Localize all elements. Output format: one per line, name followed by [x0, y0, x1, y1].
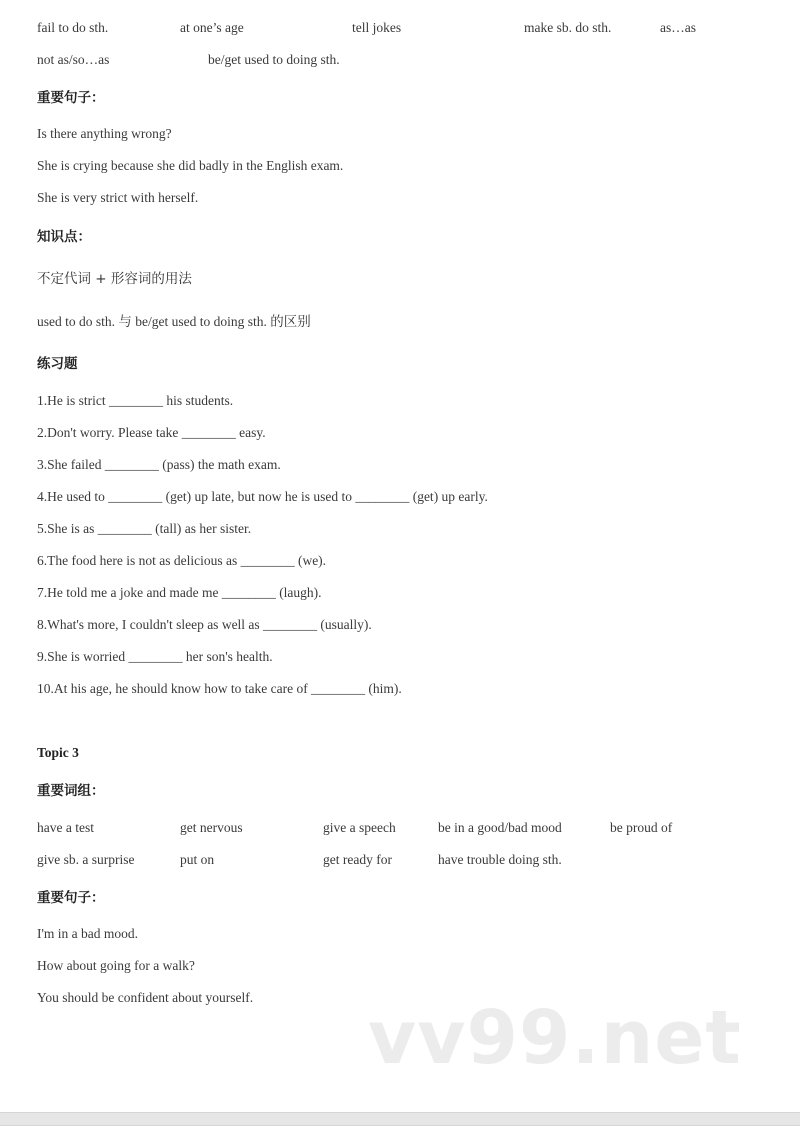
phrase: at one’s age: [180, 20, 244, 35]
phrase: get nervous: [180, 820, 243, 835]
phrase: make sb. do sth.: [524, 20, 612, 35]
sentence: I'm in a bad mood.: [37, 926, 139, 941]
phrase: as…as: [660, 20, 696, 35]
phrase: be in a good/bad mood: [438, 820, 562, 835]
exercise-item: 5.She is as ________ (tall) as her sister.: [37, 521, 252, 536]
sentences-heading: 重要句子：: [37, 90, 105, 106]
exercise-item: 2.Don't worry. Please take ________ easy.: [37, 425, 266, 440]
sentences-heading: 重要句子：: [37, 890, 105, 906]
phrase: fail to do sth.: [37, 20, 109, 35]
exercise-item: 8.What's more, I couldn't sleep as well as ________ (usually).: [37, 617, 372, 632]
exercise-item: 9.She is worried ________ her son's health.: [37, 649, 273, 664]
phrase: tell jokes: [352, 20, 402, 35]
exercise-item: 10.At his age, he should know how to take care of ________ (him).: [37, 681, 402, 696]
phrase: put on: [180, 852, 215, 867]
knowledge-heading: 知识点：: [37, 229, 91, 245]
sentence: She is crying because she did badly in the English exam.: [37, 158, 344, 173]
knowledge-point: 不定代词 + 形容词的用法: [37, 271, 192, 287]
phrase: have a test: [37, 820, 94, 835]
sentence: Is there anything wrong?: [37, 126, 172, 141]
knowledge-point: used to do sth. 与 be/get used to doing sth. 的区别: [37, 314, 311, 329]
phrase: be proud of: [610, 820, 673, 835]
exercise-item: 3.She failed ________ (pass) the math exam.: [37, 457, 281, 472]
phrase: give a speech: [323, 820, 396, 835]
page-separator: [0, 1112, 800, 1126]
sentence: You should be confident about yourself.: [37, 990, 254, 1005]
exercise-item: 6.The food here is not as delicious as ________ (we).: [37, 553, 327, 568]
phrase: give sb. a surprise: [37, 852, 135, 867]
exercise-item: 7.He told me a joke and made me ________ (laugh).: [37, 585, 322, 600]
phrase: get ready for: [323, 852, 392, 867]
phrases-heading: 重要词组：: [37, 783, 105, 799]
topic-title: Topic 3: [37, 745, 79, 760]
phrase: be/get used to doing sth.: [208, 52, 340, 67]
exercise-heading: 练习题: [37, 356, 78, 372]
exercise-item: 1.He is strict ________ his students.: [37, 393, 234, 408]
sentence: How about going for a walk?: [37, 958, 195, 973]
watermark: vv99.net: [368, 995, 742, 1081]
phrase: have trouble doing sth.: [438, 852, 562, 867]
phrase: not as/so…as: [37, 52, 110, 67]
exercise-item: 4.He used to ________ (get) up late, but now he is used to ________ (get) up early.: [37, 489, 488, 504]
sentence: She is very strict with herself.: [37, 190, 199, 205]
